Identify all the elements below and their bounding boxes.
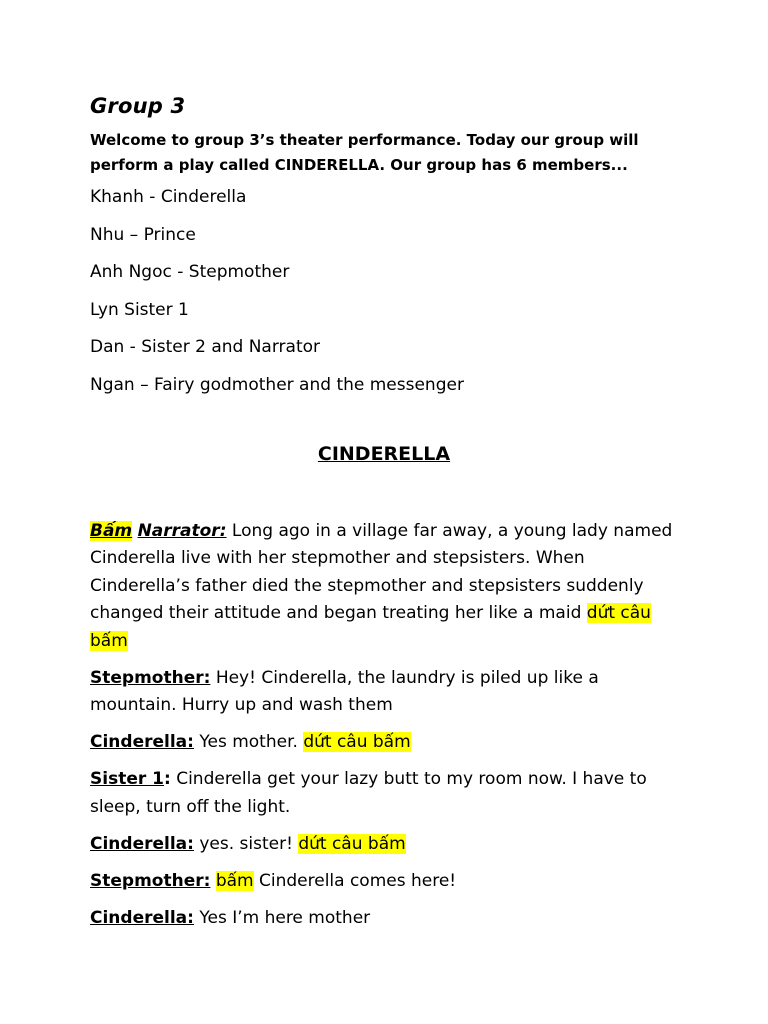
speaker-colon: : bbox=[163, 769, 171, 789]
speaker-label: Sister 1 bbox=[90, 769, 164, 789]
end-cue-highlight: dứt câu bấm bbox=[90, 603, 651, 651]
dialogue-text: Hey! Cinderella, the laundry is piled up like a mountain. Hurry up and wash them bbox=[90, 667, 599, 715]
start-cue-highlight: bấm bbox=[215, 870, 254, 891]
speaker-label: Cinderella: bbox=[90, 732, 194, 752]
member-line: Lyn Sister 1 bbox=[90, 299, 189, 320]
member-line: Anh Ngoc - Stepmother bbox=[90, 262, 290, 282]
dialogue-text: Cinderella get your lazy butt to my room now. I have to sleep, turn off the light. bbox=[90, 769, 647, 817]
speaker-label: Cinderella: bbox=[90, 833, 194, 854]
start-cue-highlight: Bấm bbox=[90, 520, 133, 541]
script-line-stepmother bbox=[90, 665, 680, 720]
script-line-cinderella bbox=[90, 831, 680, 859]
member-list bbox=[90, 184, 680, 398]
member-line: Nhu – Prince bbox=[90, 224, 196, 245]
script-line-narrator bbox=[90, 518, 680, 656]
script bbox=[90, 518, 680, 933]
member-line: Khanh - Cinderella bbox=[90, 187, 247, 207]
speaker-label: Stepmother: bbox=[90, 667, 211, 688]
speaker-label: Cinderella: bbox=[90, 907, 194, 928]
speaker-label: Narrator: bbox=[137, 520, 227, 541]
member-line: Dan - Sister 2 and Narrator bbox=[90, 337, 321, 357]
end-cue-highlight: dứt câu bấm bbox=[298, 833, 406, 854]
dialogue-text: Yes mother. bbox=[199, 732, 298, 752]
speaker-label: Stepmother: bbox=[90, 870, 211, 891]
script-line-cinderella bbox=[90, 729, 680, 757]
script-line-stepmother bbox=[90, 868, 680, 896]
group-title: Group 3 bbox=[90, 94, 186, 118]
dialogue-text: Yes I’m here mother bbox=[199, 907, 371, 928]
play-title: CINDERELLA bbox=[317, 442, 451, 465]
dialogue-text: yes. sister! bbox=[199, 833, 293, 854]
member-line: Ngan – Fairy godmother and the messenger bbox=[90, 374, 464, 395]
dialogue-text: Cinderella comes here! bbox=[259, 870, 457, 891]
intro-paragraph: Welcome to group 3’s theater performance. Today our group will perform a play called CINDERELLA. Our group has 6 members... bbox=[90, 131, 639, 174]
document-body bbox=[90, 94, 680, 942]
dialogue-text: Long ago in a village far away, a young lady named Cinderella live with her stepmother and stepsisters. When Cinderella’s father died the stepmother and stepsisters suddenly changed their attitude and began treating her like a maid bbox=[90, 520, 673, 623]
end-cue-highlight: dứt câu bấm bbox=[303, 732, 411, 752]
script-line-sister-1 bbox=[90, 766, 680, 821]
script-line-cinderella bbox=[90, 905, 680, 933]
